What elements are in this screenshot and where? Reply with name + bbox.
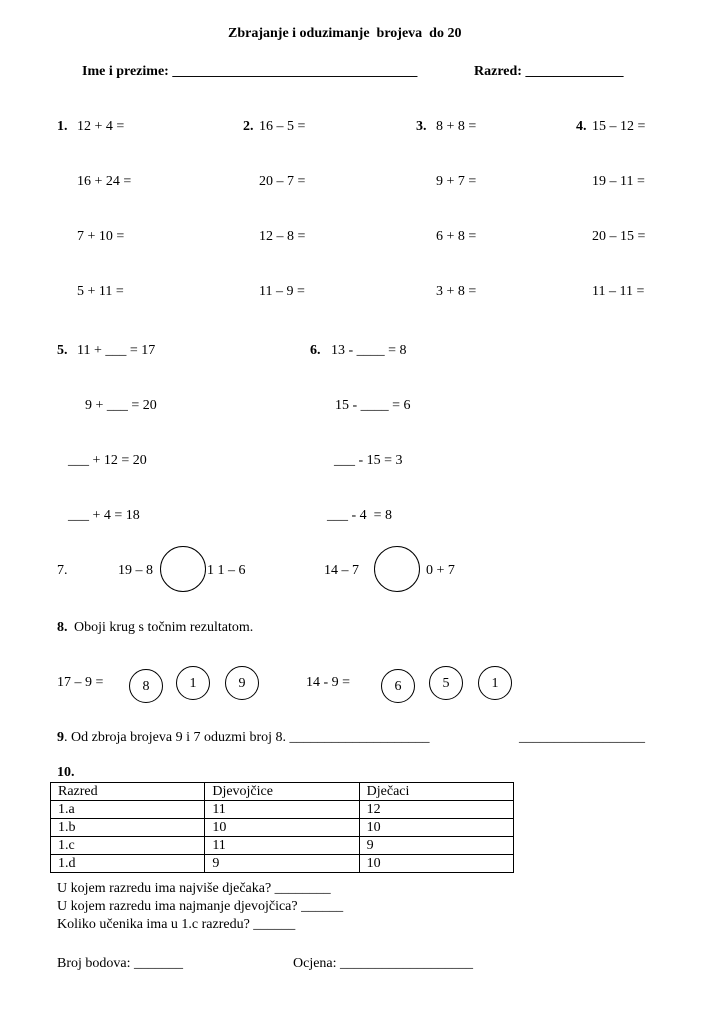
table-cell: 1.c <box>51 837 205 855</box>
table-cell: 9 <box>205 855 359 873</box>
answer-circle[interactable]: 8 <box>129 669 163 703</box>
header-cell: Dječaci <box>359 783 513 801</box>
answer-line[interactable]: __________________ <box>519 730 645 745</box>
header-cell: Djevojčice <box>205 783 359 801</box>
comparison-left: 19 – 8 <box>118 563 153 578</box>
equation[interactable]: 15 - ____ = 6 <box>335 398 411 413</box>
equation: 12 – 8 = <box>259 229 306 244</box>
answer-circle[interactable]: 5 <box>429 666 463 700</box>
equation: 17 – 9 = <box>57 675 104 690</box>
question[interactable]: U kojem razredu ima najviše dječaka? ________ <box>57 881 331 896</box>
equation[interactable]: ___ - 15 = 3 <box>334 453 403 468</box>
equation: 8 + 8 = <box>436 119 477 134</box>
equation: 14 - 9 = <box>306 675 351 690</box>
table-row <box>51 801 514 819</box>
equation: 7 + 10 = <box>77 229 125 244</box>
task-number: 8. <box>57 620 68 635</box>
table-cell: 10 <box>205 819 359 837</box>
equation: 11 – 9 = <box>259 284 305 299</box>
equation: 20 – 7 = <box>259 174 306 189</box>
table-cell: 1.a <box>51 801 205 819</box>
equation[interactable]: 9 + ___ = 20 <box>85 398 157 413</box>
task-text[interactable]: . Od zbroja brojeva 9 i 7 oduzmi broj 8. ____________________ <box>64 730 430 745</box>
question[interactable]: U kojem razredu ima najmanje djevojčica? ______ <box>57 899 344 914</box>
task-number: 4. <box>576 119 587 134</box>
name-field[interactable]: Ime i prezime: ___________________________________ <box>82 64 418 79</box>
compare-circle[interactable] <box>160 546 206 592</box>
equation[interactable]: 11 + ___ = 17 <box>77 343 156 358</box>
task-number: 2. <box>243 119 254 134</box>
equation: 19 – 11 = <box>592 174 645 189</box>
table-row <box>51 819 514 837</box>
table-cell: 12 <box>359 801 513 819</box>
class-table <box>50 782 514 873</box>
table-row <box>51 837 514 855</box>
task-number: 10. <box>57 765 75 780</box>
comparison-right: 0 + 7 <box>426 563 455 578</box>
compare-circle[interactable] <box>374 546 420 592</box>
answer-circle[interactable]: 1 <box>478 666 512 700</box>
table-cell: 11 <box>205 837 359 855</box>
question[interactable]: Koliko učenika ima u 1.c razredu? ______ <box>57 917 296 932</box>
table-header-row <box>51 783 514 801</box>
answer-circle[interactable]: 9 <box>225 666 259 700</box>
task-number: 9 <box>57 730 64 745</box>
table-cell: 1.b <box>51 819 205 837</box>
table-cell: 11 <box>205 801 359 819</box>
class-field[interactable]: Razred: ______________ <box>474 64 624 79</box>
comparison-left: 14 – 7 <box>324 563 359 578</box>
equation: 5 + 11 = <box>77 284 124 299</box>
table-cell: 10 <box>359 819 513 837</box>
answer-circle[interactable]: 1 <box>176 666 210 700</box>
equation: 3 + 8 = <box>436 284 477 299</box>
equation: 9 + 7 = <box>436 174 477 189</box>
task-number: 7. <box>57 563 68 578</box>
equation: 15 – 12 = <box>592 119 646 134</box>
task-instruction: Oboji krug s točnim rezultatom. <box>74 620 254 635</box>
equation: 6 + 8 = <box>436 229 477 244</box>
task-number: 6. <box>310 343 321 358</box>
task-number: 3. <box>416 119 427 134</box>
answer-circle[interactable]: 6 <box>381 669 415 703</box>
equation[interactable]: ___ + 4 = 18 <box>68 508 140 523</box>
equation: 16 – 5 = <box>259 119 306 134</box>
equation: 12 + 4 = <box>77 119 125 134</box>
equation: 16 + 24 = <box>77 174 132 189</box>
equation: 11 – 11 = <box>592 284 645 299</box>
table-cell: 10 <box>359 855 513 873</box>
equation: 20 – 15 = <box>592 229 646 244</box>
grade-field[interactable]: Ocjena: ___________________ <box>293 956 474 971</box>
page-title: Zbrajanje i oduzimanje brojeva do 20 <box>228 26 462 41</box>
table-row <box>51 855 514 873</box>
table-cell: 9 <box>359 837 513 855</box>
task-number: 5. <box>57 343 68 358</box>
points-field[interactable]: Broj bodova: _______ <box>57 956 183 971</box>
comparison-right: 1 1 – 6 <box>207 563 246 578</box>
equation[interactable]: 13 - ____ = 8 <box>331 343 407 358</box>
task-number: 1. <box>57 119 68 134</box>
equation[interactable]: ___ + 12 = 20 <box>68 453 147 468</box>
equation[interactable]: ___ - 4 = 8 <box>327 508 393 523</box>
table-cell: 1.d <box>51 855 205 873</box>
header-cell: Razred <box>51 783 205 801</box>
